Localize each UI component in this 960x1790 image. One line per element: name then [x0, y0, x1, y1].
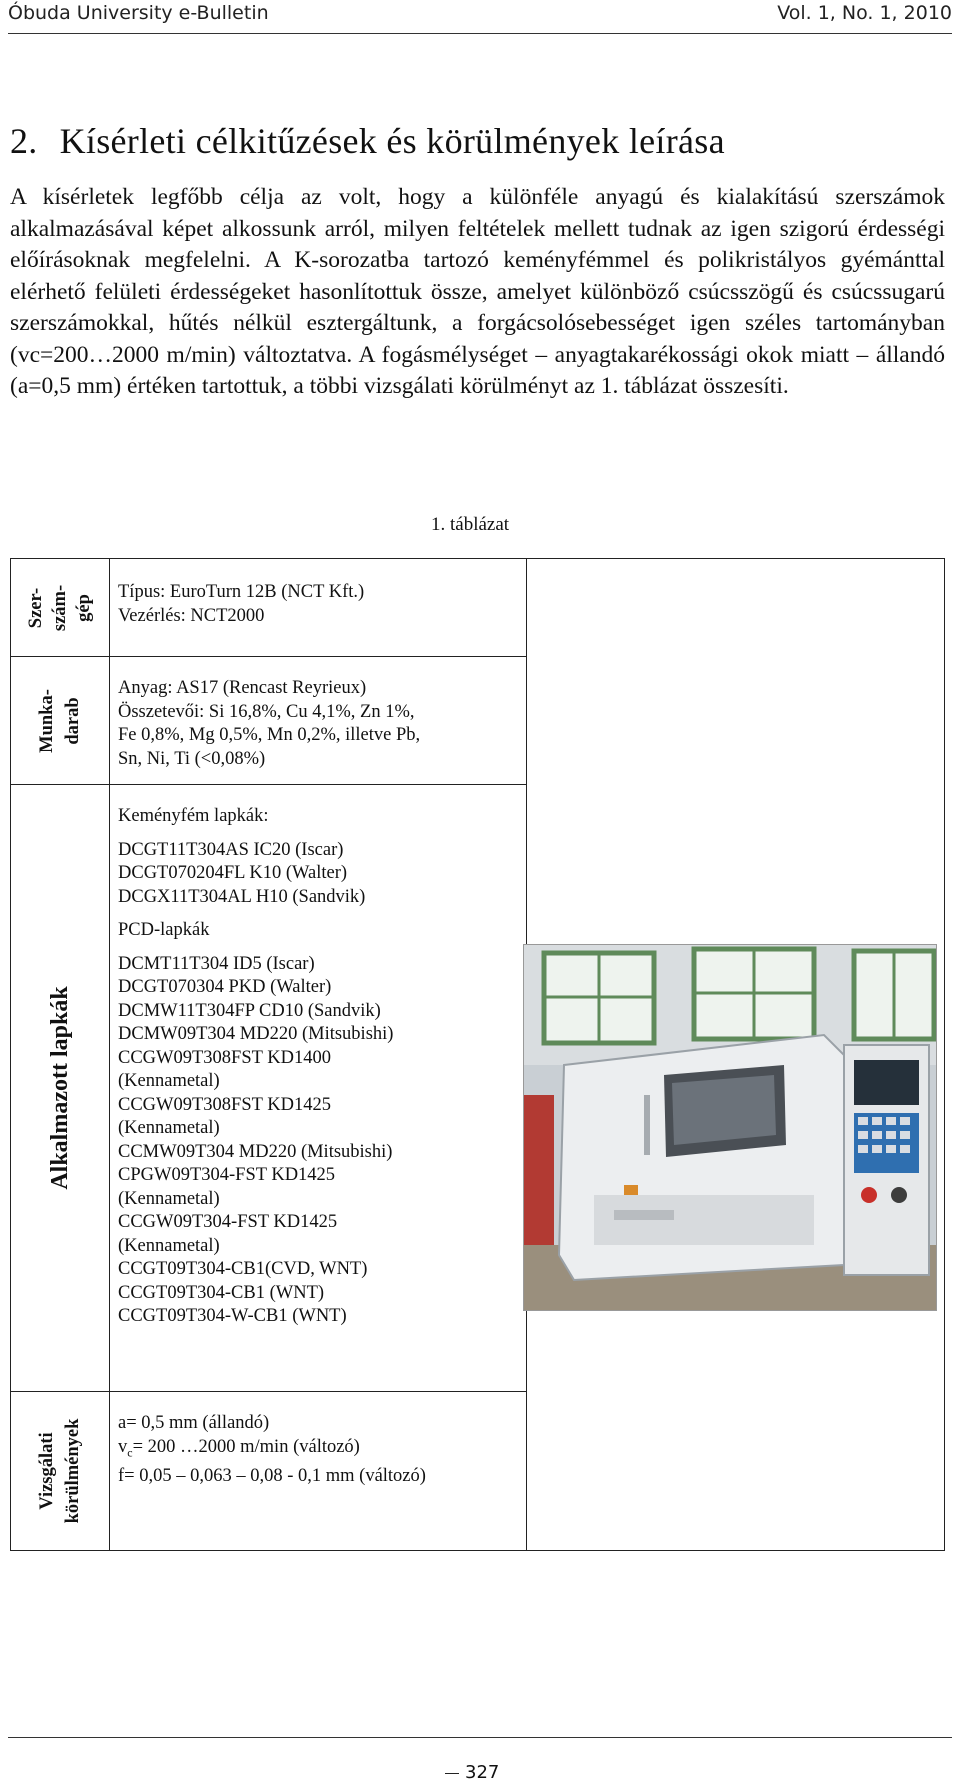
list-item: DCMT11T304 ID5 (Iscar) — [118, 953, 315, 974]
conditions-info: a= 0,5 mm (állandó) $v_c= 200$ …2000 m/min (változó) f= 0,05 – 0,063 – 0,08 - 0,1 mm (változó) — [110, 1392, 527, 1551]
list-item: CCGW09T308FST KD1400 — [118, 1047, 331, 1068]
list-item: (Kennametal) — [118, 1188, 220, 1209]
list-item: DCMW09T304 MD220 (Mitsubishi) — [118, 1024, 394, 1044]
header-rule — [8, 33, 952, 34]
list-item: CCGT09T304-W-CB1 (WNT) — [118, 1306, 347, 1326]
list-item: (Kennametal) — [118, 1071, 220, 1091]
workpiece-info: Anyag: AS17 (Rencast Reyrieux) Összetevői: Si 16,8%, Cu 4,1%, Zn 1%, Fe 0,8%, Mg 0,5%, Mn 0,2%, illetve Pb, Sn, Ni, Ti (<0,08%) — [110, 657, 527, 785]
list-item: DCMW11T304FP CD10 (Sandvik) — [118, 1000, 381, 1021]
page-number: 327 — [445, 1762, 499, 1783]
cutting-speed-line: $v_c= 200$ …2000 m/min (változó) — [118, 1436, 360, 1460]
list-item: (Kennametal) — [118, 1118, 220, 1138]
section-heading — [10, 120, 725, 162]
list-item: CCGW09T308FST KD1425 — [118, 1094, 331, 1115]
row-label-inserts: Alkalmazott lapkák — [11, 785, 110, 1392]
footer-rule — [8, 1737, 952, 1738]
pcd-heading: PCD-lapkák — [118, 920, 210, 940]
body-paragraph: A kísérletek legfőbb célja az volt, hogy a különféle anyagú és kialakítású szerszámok alkalmazásával képet alkossunk arról, milyen feltételek mellett tudnak az igen szigorú érdességi előírásoknak megfelelni. A K-sorozatba tartozó keményfémmel és polikristályos gyémánttal elérhető felületi érdességeket hasonlítottuk össze, amelyet különböző csúcsszögű és csúcssugarú szerszámokkal, hűtés nélkül esztergáltunk, a forgácsolósebességet igen széles tartományban (vc=200…2000 m/min) változtatva. A fogásmélységet – anyagtakarékossági okok miatt – állandó (a=0,5 mm) értéken tartottuk, a többi vizsgálati körülményt az 1. táblázat összesíti. — [10, 184, 945, 399]
table-row-machine — [11, 559, 945, 657]
journal-name: Óbuda University e-Bulletin — [8, 2, 269, 24]
section-title: Kísérleti célkitűzések és körülmények leírása — [59, 121, 725, 161]
list-item: DCGT070304 PKD (Walter) — [118, 977, 332, 997]
list-item: DCGT11T304AS IC20 (Iscar) — [118, 839, 344, 860]
row-label-conditions: Vizsgálati körülmények — [11, 1392, 110, 1551]
machine-info: Típus: EuroTurn 12B (NCT Kft.) Vezérlés: NCT2000 — [110, 559, 527, 657]
row-label-machine: Szer- szám- gép — [11, 559, 110, 657]
list-item: CPGW09T304-FST KD1425 — [118, 1165, 336, 1185]
cnc-lathe-photo — [523, 944, 937, 1311]
carbide-heading: Keményfém lapkák: — [118, 806, 269, 826]
list-item: CCGW09T304-FST KD1425 — [118, 1212, 338, 1232]
list-item: CCGT09T304-CB1(CVD, WNT) — [118, 1259, 368, 1279]
section-number: 2. — [10, 121, 38, 161]
table-caption: 1. táblázat — [431, 514, 510, 535]
list-item: DCGX11T304AL H10 (Sandvik) — [118, 886, 366, 907]
running-header — [8, 2, 952, 32]
inserts-list — [110, 785, 527, 1392]
list-item: CCMW09T304 MD220 (Mitsubishi) — [118, 1141, 393, 1162]
list-item: DCGT070204FL K10 (Walter) — [118, 863, 348, 883]
list-item: (Kennametal) — [118, 1235, 220, 1256]
volume-info: Vol. 1, No. 1, 2010 — [777, 2, 952, 24]
list-item: CCGT09T304-CB1 (WNT) — [118, 1282, 325, 1303]
row-label-workpiece: Munka- darab — [11, 657, 110, 785]
